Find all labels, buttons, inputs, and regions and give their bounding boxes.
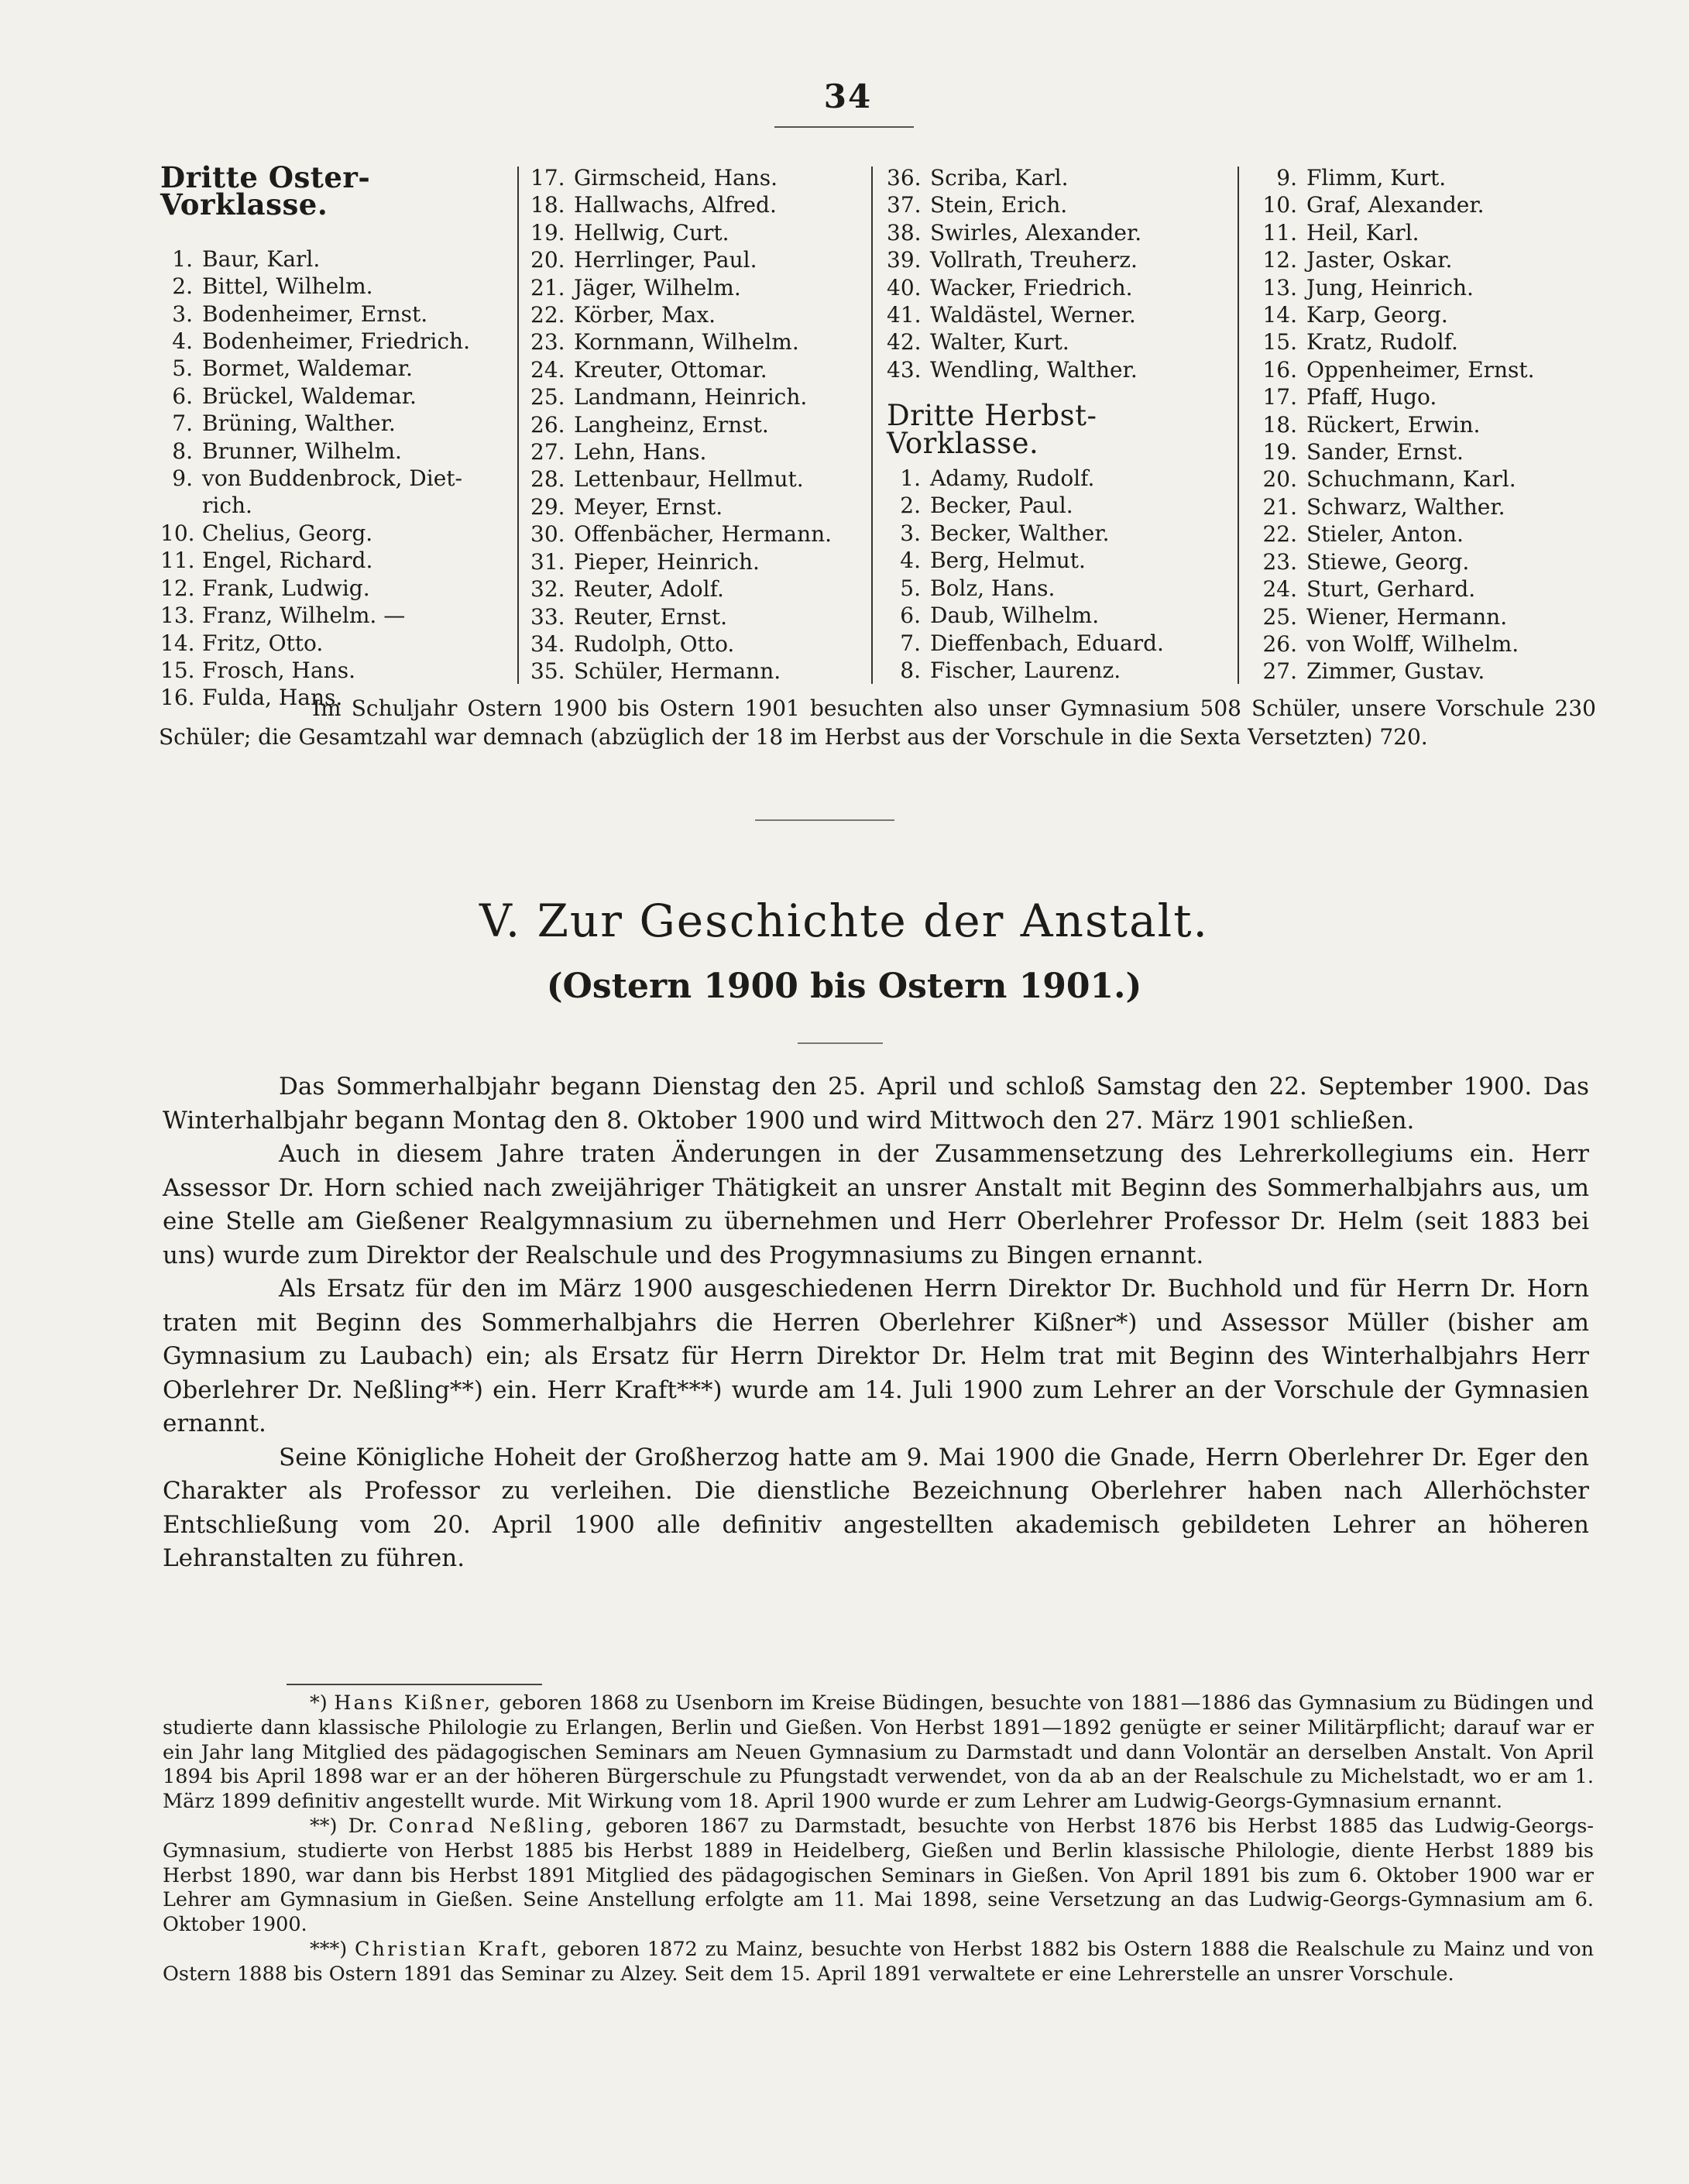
roster-entry — [1258, 493, 1599, 520]
section-title: V. Zur Geschichte der Anstalt. — [479, 895, 1209, 947]
entry-name: Karp, Georg. — [1306, 302, 1448, 328]
entry-number: 1. — [172, 246, 193, 272]
roster-entry — [160, 328, 524, 355]
roster-column-4 — [1258, 164, 1599, 685]
roster-entry — [530, 438, 856, 465]
roster-entry — [1258, 274, 1599, 301]
entry-name: Reuter, Ernst. — [574, 603, 727, 630]
entry-number: 21. — [1262, 493, 1297, 520]
entry-number: 26. — [1262, 630, 1297, 657]
entry-number: 19. — [530, 219, 565, 246]
roster-entry — [160, 465, 524, 492]
roster-entry — [160, 602, 524, 629]
entry-number: 8. — [172, 438, 193, 464]
roster-entry — [887, 465, 1227, 492]
roster-entry — [1258, 411, 1599, 438]
entry-name: Rudolph, Otto. — [574, 630, 735, 657]
roster-entry — [160, 273, 524, 300]
entry-name: Landmann, Heinrich. — [574, 384, 808, 410]
roster-entry — [160, 438, 524, 465]
roster-column-3 — [887, 164, 1227, 684]
roster-entry — [1258, 219, 1599, 246]
footnote-marker: **) Dr. — [310, 1814, 378, 1838]
entry-number: 8. — [900, 657, 921, 683]
entry-number: 25. — [1262, 603, 1297, 630]
roster-entry — [887, 274, 1227, 301]
entry-name: Frosch, Hans. — [202, 657, 355, 683]
entry-name: Heil, Karl. — [1306, 219, 1420, 246]
entry-number: 36. — [887, 165, 922, 191]
footnote-marker: *) — [310, 1691, 328, 1715]
entry-name: Jung, Heinrich. — [1306, 274, 1474, 300]
roster-entry — [1258, 246, 1599, 273]
roster-entry — [160, 355, 524, 382]
entry-number: 16. — [1262, 356, 1297, 383]
entry-name: Schuchmann, Karl. — [1306, 466, 1516, 493]
entry-name: Stiewe, Georg. — [1306, 548, 1470, 575]
roster-entry — [1258, 356, 1599, 383]
footnote-name: Christian Kraft, — [355, 1937, 550, 1961]
roster-entry — [887, 520, 1227, 547]
entry-number: 9. — [172, 465, 193, 492]
entry-number: 40. — [887, 274, 922, 300]
entry-number: 18. — [530, 192, 565, 218]
paragraph: Als Ersatz für den im März 1900 ausgeschiedenen Herrn Direktor Dr. Buchhold und für Herrn Dr. Horn traten mit Beginn des Sommerhalbjahrs die Herren Oberlehrer Kißner*) und Assessor Müller (bisher am Gymnasium zu Laubach) ein; als Ersatz für Herrn Direktor Dr. Helm trat mit Beginn des Winterhalbjahrs Herr Oberlehrer Dr. Neßling**) ein. Herr Kraft***) wurde am 14. Juli 1900 zum Lehrer an der Vorschule der Gymnasien ernannt. — [163, 1275, 1589, 1437]
roster-entry — [160, 630, 524, 657]
footnote-text: geboren 1872 zu Mainz, besuchte von Herbst 1882 bis Ostern 1888 die Realschule zu Mainz und von Ostern 1888 bis Ostern 1891 das Seminar zu Alzey. Seit dem 15. April 1891 verwaltete er eine Lehrerstelle an unsrer Vorschule. — [163, 1937, 1594, 1986]
entry-number: 5. — [172, 355, 193, 382]
entry-name: Fischer, Laurenz. — [930, 657, 1121, 683]
section-subtitle: (Ostern 1900 bis Ostern 1901.) — [546, 967, 1142, 1006]
entry-number: 9. — [1276, 165, 1297, 191]
column-divider — [517, 167, 519, 684]
roster-entry — [887, 328, 1227, 355]
entry-name: Sturt, Gerhard. — [1306, 576, 1476, 603]
entry-name: Brunner, Wilhelm. — [202, 438, 402, 464]
entry-name: Bittel, Wilhelm. — [202, 273, 373, 300]
entry-number: 12. — [1262, 247, 1297, 273]
page-number: 34 — [823, 77, 873, 115]
separator-rule — [755, 819, 894, 821]
roster-entry — [1258, 658, 1599, 685]
entry-number: 21. — [530, 274, 565, 300]
roster-entry — [887, 630, 1227, 657]
roster-entry — [530, 301, 856, 328]
entry-name: Vollrath, Treuherz. — [930, 247, 1138, 273]
footnote-marker: ***) — [310, 1937, 348, 1961]
roster-entry — [887, 164, 1227, 191]
entry-number: 20. — [1262, 466, 1297, 493]
roster-entry — [530, 164, 856, 191]
entry-number: 38. — [887, 219, 922, 246]
entry-number: 37. — [887, 192, 922, 218]
enrollment-summary: Im Schuljahr Ostern 1900 bis Ostern 1901 besuchten also unser Gymnasium 508 Schüler, unsere Vorschule 230 Schüler; die Gesamtzahl war demnach (abzüglich der 18 im Herbst aus der Vorschule in die Sexta Versetzten) 720. — [159, 695, 1596, 750]
roster-entry — [530, 383, 856, 410]
entry-name: Scriba, Karl. — [930, 165, 1069, 191]
entry-number: 42. — [887, 329, 922, 355]
entry-number: 2. — [172, 273, 193, 300]
entry-name: Stein, Erich. — [930, 192, 1068, 218]
entry-name: Pieper, Heinrich. — [574, 548, 760, 575]
entry-name: Körber, Max. — [574, 302, 716, 328]
roster-entry — [160, 520, 524, 547]
roster-entry — [530, 548, 856, 575]
entry-name: Sander, Ernst. — [1306, 439, 1464, 465]
entry-name: Daub, Wilhelm. — [930, 603, 1100, 629]
roster-entry — [530, 630, 856, 658]
entry-number: 24. — [1262, 576, 1297, 603]
entry-number: 4. — [900, 548, 921, 574]
entry-name: Wacker, Friedrich. — [930, 274, 1133, 300]
roster-entry — [530, 493, 856, 520]
entry-number: 25. — [530, 384, 565, 410]
entry-number: 22. — [530, 302, 565, 328]
column-divider — [1238, 167, 1239, 684]
entry-number: 2. — [900, 493, 921, 519]
paragraph: Das Sommerhalbjahr begann Dienstag den 25. April und schloß Samstag den 22. September 1900. Das Winterhalbjahr begann Montag den 8. Oktober 1900 und wird Mittwoch den 27. März 1901 schließen. — [163, 1073, 1589, 1135]
roster-entry — [530, 658, 856, 685]
roster-entry — [530, 191, 856, 218]
entry-name: Meyer, Ernst. — [574, 493, 723, 520]
entry-name: Waldästel, Werner. — [930, 302, 1136, 328]
entry-name: Bormet, Waldemar. — [202, 355, 413, 382]
entry-number: 10. — [1262, 192, 1297, 218]
footnote — [163, 1691, 1594, 1815]
entry-number: 27. — [530, 439, 565, 465]
footnote — [163, 1938, 1594, 1987]
entry-name: Frank, Ludwig. — [202, 575, 370, 601]
roster-entry — [1258, 438, 1599, 465]
entry-name: Reuter, Adolf. — [574, 576, 724, 603]
roster-entry — [887, 301, 1227, 328]
entry-name: Bolz, Hans. — [930, 575, 1056, 601]
entry-name: Chelius, Georg. — [202, 520, 373, 546]
roster-entry — [887, 492, 1227, 519]
footnote — [163, 1815, 1594, 1938]
roster-entry — [887, 575, 1227, 602]
subtitle-rule — [798, 1042, 883, 1044]
entry-number: 41. — [887, 302, 922, 328]
entry-name: Becker, Walther. — [930, 520, 1110, 546]
roster-entry — [1258, 548, 1599, 575]
entry-name: Oppenheimer, Ernst. — [1306, 356, 1535, 383]
roster-entry — [530, 356, 856, 383]
entry-number: 19. — [1262, 439, 1297, 465]
entry-number: 10. — [160, 520, 195, 546]
entry-number: 23. — [530, 329, 565, 355]
entry-number: 15. — [1262, 329, 1297, 355]
paragraph: Seine Königliche Hoheit der Großherzog hatte am 9. Mai 1900 die Gnade, Herrn Oberlehrer Dr. Eger den Charakter als Professor zu verleihen. Die dienstliche Bezeichnung Oberlehrer haben nach Allerhöchster Entschließung vom 20. April 1900 alle definitiv angestellten akademisch gebildeten Lehrer an höheren Lehranstalten zu führen. — [163, 1443, 1589, 1572]
entry-number: 31. — [530, 548, 565, 575]
entry-number: 6. — [172, 383, 193, 409]
roster-entry — [887, 657, 1227, 684]
entry-number: 33. — [530, 603, 565, 630]
entry-name: Walter, Kurt. — [930, 329, 1069, 355]
entry-name: Pfaff, Hugo. — [1306, 384, 1437, 410]
entry-name: Engel, Richard. — [202, 548, 373, 574]
roster-entry — [160, 547, 524, 574]
entry-number: 3. — [172, 300, 193, 327]
entry-name: Hallwachs, Alfred. — [574, 192, 777, 218]
column-divider — [871, 167, 873, 684]
entry-name: Adamy, Rudolf. — [930, 465, 1095, 492]
entry-number: 29. — [530, 493, 565, 520]
entry-number: 26. — [530, 411, 565, 438]
paragraph: Auch in diesem Jahre traten Änderungen in der Zusammensetzung des Lehrerkollegiums ein. Herr Assessor Dr. Horn schied nach zweijähriger Thätigkeit an unsrer Anstalt mit Beginn des Sommerhalbjahrs aus, um eine Stelle am Gießener Realgymnasium zu übernehmen und Herr Oberlehrer Professor Dr. Helm (seit 1883 bei uns) wurde zum Direktor der Realschule und des Progymnasiums zu Bingen ernannt. — [163, 1140, 1589, 1269]
entry-name: Berg, Helmut. — [930, 548, 1086, 574]
roster-entry — [1258, 301, 1599, 328]
entry-number: 12. — [160, 575, 195, 601]
roster-entry — [887, 602, 1227, 629]
entry-number: 24. — [530, 356, 565, 383]
roster-entry — [160, 492, 524, 519]
entry-name: Bodenheimer, Friedrich. — [202, 328, 470, 355]
roster-entry — [1258, 383, 1599, 410]
entry-name: Franz, Wilhelm. — — [202, 603, 406, 629]
entry-number: 11. — [1262, 219, 1297, 246]
entry-number: 43. — [887, 356, 922, 383]
class-heading-herbst: Dritte Herbst-Vorklasse. — [887, 399, 1097, 460]
entry-number: 5. — [900, 575, 921, 601]
entry-name: Fulda, Hans. — [202, 685, 343, 711]
entry-number: 27. — [1262, 658, 1297, 685]
entry-name: Becker, Paul. — [930, 493, 1073, 519]
entry-name: Jaster, Oskar. — [1306, 247, 1453, 273]
roster-entry — [1258, 328, 1599, 355]
entry-number: 34. — [530, 630, 565, 657]
class-heading-oster: Dritte Oster-Vorklasse. — [160, 160, 371, 222]
entry-name: rich. — [202, 493, 252, 519]
entry-name: Dieffenbach, Eduard. — [930, 630, 1164, 656]
entry-name: Brückel, Waldemar. — [202, 383, 417, 409]
entry-name: Baur, Karl. — [202, 246, 321, 272]
section-body — [163, 1070, 1589, 1576]
entry-number: 17. — [530, 165, 565, 191]
footnotes — [163, 1691, 1594, 1987]
roster-entry — [530, 603, 856, 630]
entry-name: von Buddenbrock, Diet- — [202, 465, 462, 492]
entry-name: Kratz, Rudolf. — [1306, 329, 1458, 355]
entry-name: Hellwig, Curt. — [574, 219, 729, 246]
entry-number: 20. — [530, 247, 565, 273]
roster-entry — [530, 575, 856, 603]
page-number-rule — [774, 126, 914, 128]
roster-column-1 — [160, 160, 524, 712]
roster-entry — [160, 410, 524, 437]
entry-name: Brüning, Walther. — [202, 410, 396, 437]
roster-column-2 — [530, 164, 856, 685]
entry-name: Wiener, Hermann. — [1306, 603, 1508, 630]
entry-number: 18. — [1262, 411, 1297, 438]
roster-entry — [530, 465, 856, 493]
entry-name: Schwarz, Walther. — [1306, 493, 1505, 520]
roster-entry — [530, 411, 856, 438]
entry-name: Girmscheid, Hans. — [574, 165, 778, 191]
entry-number: 22. — [1262, 521, 1297, 548]
roster-entry — [160, 657, 524, 684]
entry-name: von Wolff, Wilhelm. — [1306, 630, 1519, 657]
entry-number: 17. — [1262, 384, 1297, 410]
entry-number: 32. — [530, 576, 565, 603]
roster-entry — [1258, 191, 1599, 218]
entry-name: Langheinz, Ernst. — [574, 411, 769, 438]
roster-entry — [887, 191, 1227, 218]
entry-number: 15. — [160, 657, 195, 683]
roster-entry — [1258, 575, 1599, 603]
entry-name: Stieler, Anton. — [1306, 521, 1464, 548]
entry-name: Schüler, Hermann. — [574, 658, 781, 685]
entry-name: Swirles, Alexander. — [930, 219, 1142, 246]
entry-name: Jäger, Wilhelm. — [574, 274, 741, 300]
roster-entry — [1258, 630, 1599, 658]
entry-name: Offenbächer, Hermann. — [574, 521, 832, 548]
entry-name: Kornmann, Wilhelm. — [574, 329, 799, 355]
roster-entry — [160, 575, 524, 602]
entry-number: 39. — [887, 247, 922, 273]
entry-name: Graf, Alexander. — [1306, 192, 1485, 218]
roster-entry — [887, 547, 1227, 574]
entry-number: 3. — [900, 520, 921, 546]
roster-entry — [530, 246, 856, 273]
entry-number: 28. — [530, 466, 565, 493]
footnote-text: geboren 1867 zu Darmstadt, besuchte von Herbst 1876 bis Herbst 1885 das Ludwig-Georgs-Gymnasium, studierte von Herbst 1885 bis Herbst 1889 in Heidelberg, Gießen und Berlin klassische Philologie, diente Herbst 1889 bis Herbst 1890, war dann bis Herbst 1891 Mitglied des pädagogischen Seminars in Gießen. Von April 1891 bis zum 6. Oktober 1900 war er Lehrer am Gymnasium in Gießen. Seine Anstellung erfolgte am 11. Mai 1898, seine Versetzung an das Ludwig-Georgs-Gymnasium am 6. Oktober 1900. — [163, 1814, 1594, 1937]
entry-number: 7. — [900, 630, 921, 656]
entry-number: 14. — [1262, 302, 1297, 328]
entry-number: 14. — [160, 630, 195, 656]
roster-entry — [160, 300, 524, 328]
entry-name: Zimmer, Gustav. — [1306, 658, 1485, 685]
footnote-name: Hans Kißner, — [334, 1691, 493, 1715]
entry-name: Herrlinger, Paul. — [574, 247, 757, 273]
footnote-name: Conrad Neßling, — [388, 1814, 595, 1838]
footnote-rule — [287, 1684, 542, 1685]
roster-entry — [1258, 164, 1599, 191]
entry-number: 35. — [530, 658, 565, 685]
roster-entry — [530, 328, 856, 355]
entry-number: 16. — [160, 685, 195, 711]
entry-name: Flimm, Kurt. — [1306, 165, 1447, 191]
entry-name: Fritz, Otto. — [202, 630, 324, 656]
roster-entry — [530, 219, 856, 246]
entry-name: Kreuter, Ottomar. — [574, 356, 767, 383]
entry-number: 6. — [900, 603, 921, 629]
roster-entry — [887, 356, 1227, 383]
entry-number: 23. — [1262, 548, 1297, 575]
footnote-text: geboren 1868 zu Usenborn im Kreise Büdingen, besuchte von 1881—1886 das Gymnasium zu Büdingen und studierte dann klassische Philologie zu Erlangen, Berlin und Gießen. Von Herbst 1891—1892 genügte er seiner Militärpflicht; darauf war er ein Jahr lang Mitglied des pädagogischen Seminars am Neuen Gymnasium zu Darmstadt und dann Volontär an derselben Anstalt. Von April 1894 bis April 1898 war er an der höheren Bürgerschule zu Pfungstadt verwendet, von da ab an der Realschule zu Michelstadt, wo er am 1. März 1899 definitiv angestellt wurde. Mit Wirkung vom 18. April 1900 wurde er zum Lehrer am Ludwig-Georgs-Gymnasium ernannt. — [163, 1691, 1594, 1814]
roster-entry — [160, 246, 524, 273]
entry-number: 13. — [1262, 274, 1297, 300]
roster-entry — [160, 383, 524, 410]
entry-name: Lehn, Hans. — [574, 439, 707, 465]
roster-entry — [530, 520, 856, 548]
roster-entry — [1258, 465, 1599, 493]
roster-entry — [1258, 520, 1599, 548]
entry-name: Lettenbaur, Hellmut. — [574, 466, 804, 493]
roster-entry — [1258, 603, 1599, 630]
entry-number: 30. — [530, 521, 565, 548]
roster-entry — [530, 274, 856, 301]
entry-number: 7. — [172, 410, 193, 437]
entry-name: Bodenheimer, Ernst. — [202, 300, 428, 327]
entry-number: 1. — [900, 465, 921, 492]
entry-number: 4. — [172, 328, 193, 355]
roster-entry — [887, 219, 1227, 246]
roster-entry — [887, 246, 1227, 273]
entry-number: 13. — [160, 603, 195, 629]
entry-number: 11. — [160, 548, 195, 574]
entry-name: Wendling, Walther. — [930, 356, 1138, 383]
entry-name: Rückert, Erwin. — [1306, 411, 1481, 438]
